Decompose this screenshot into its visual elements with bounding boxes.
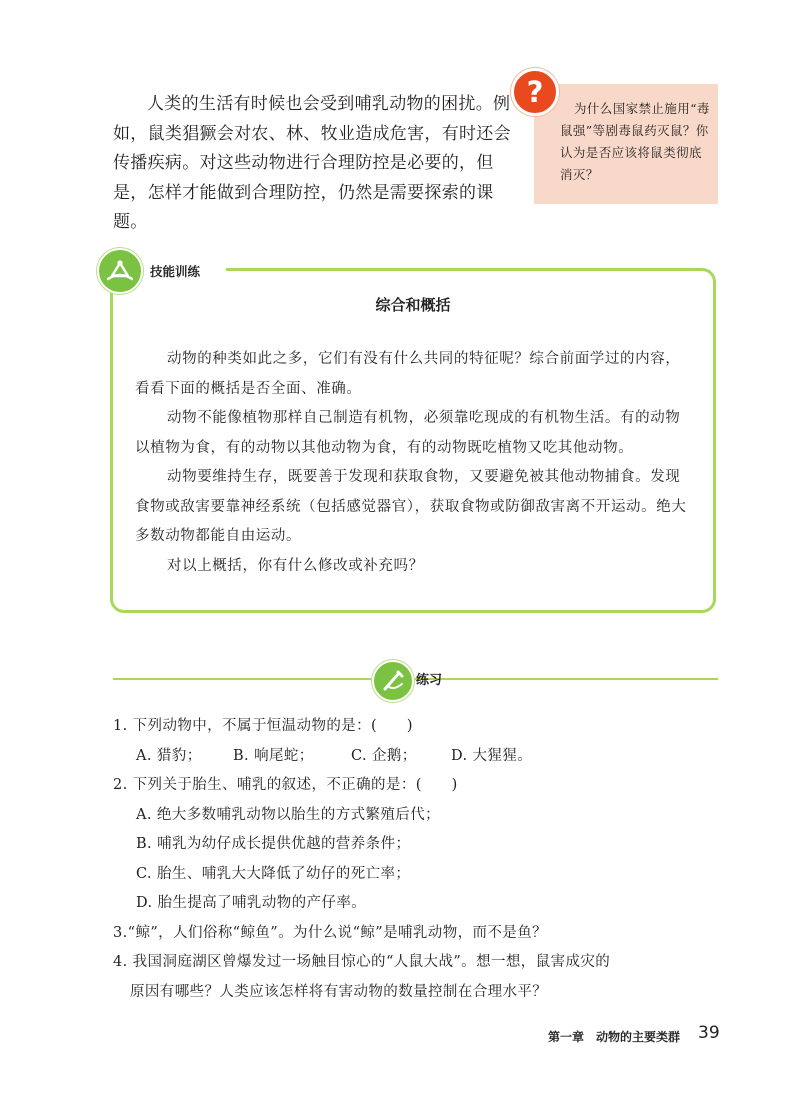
page-number: 39 <box>698 1023 720 1043</box>
exercise-divider-right <box>412 678 718 680</box>
skill-paragraph: 动物不能像植物那样自己制造有机物，必须靠吃现成的有机物生活。有的动物以植物为食，有的动物以其他动物为食，有的动物既吃植物又吃其他动物。 <box>135 410 681 456</box>
skill-training-body <box>135 345 695 581</box>
option-c: C. 企鹅； <box>351 747 417 764</box>
exercise-label: 练习 <box>416 673 443 688</box>
question-3: 3.“鲸”，人们俗称“鲸鱼”。为什么说“鲸”是哺乳动物，而不是鱼？ <box>113 924 548 941</box>
skill-paragraph: 动物的种类如此之多，它们有没有什么共同的特征呢？综合前面学过的内容，看看下面的概括是否全面、准确。 <box>135 351 681 397</box>
option-b: B. 哺乳为幼仔成长提供优越的营养条件； <box>136 836 411 852</box>
question-1-stem: 1. 下列动物中，不属于恒温动物的是：( ) <box>113 718 413 734</box>
skill-paragraph: 对以上概括，你有什么修改或补充吗？ <box>167 557 424 574</box>
question-mark-icon: ? <box>511 68 559 116</box>
question-1-options <box>113 742 723 772</box>
question-4-line-2: 原因有哪些？人类应该怎样将有害动物的数量控制在合理水平？ <box>130 983 548 1000</box>
option-c: C. 胎生、哺乳大大降低了幼仔的死亡率； <box>136 865 411 882</box>
question-4-line-1: 4. 我国洞庭湖区曾爆发过一场触目惊心的“人鼠大战”。想一想，鼠害成灾的 <box>113 954 611 970</box>
skill-training-icon <box>97 248 143 294</box>
skill-training-label: 技能训练 <box>146 262 204 280</box>
chapter-footer: 第一章 动物的主要类群 <box>548 1030 681 1044</box>
exercise-list <box>113 712 723 1007</box>
question-2-stem: 2. 下列关于胎生、哺乳的叙述，不正确的是：( ) <box>113 777 458 793</box>
exercise-icon <box>372 660 414 702</box>
skill-paragraph: 动物要维持生存，既要善于发现和获取食物，又要避免被其他动物捕食。发现食物或敌害要靠神经系统（包括感觉器官），获取食物或防御敌害离不开运动。绝大多数动物都能自由运动。 <box>135 469 687 544</box>
option-b: B. 响尾蛇； <box>233 747 314 764</box>
option-a: A. 绝大多数哺乳动物以胎生的方式繁殖后代； <box>136 806 440 823</box>
option-d: D. 胎生提高了哺乳动物的产仔率。 <box>136 895 367 911</box>
exercise-divider-left <box>113 678 371 680</box>
option-d: D. 大猩猩。 <box>451 747 533 764</box>
option-a: A. 猎豹； <box>136 747 202 764</box>
question-box-text: 为什么国家禁止施用“毒鼠强”等剧毒鼠药灭鼠？你认为是否应该将鼠类彻底消灭？ <box>560 101 710 182</box>
skill-training-heading: 综合和概括 <box>375 296 451 314</box>
exercise-glyph <box>374 662 412 700</box>
skill-training-glyph <box>99 250 141 292</box>
intro-paragraph: 人类的生活有时候也会受到哺乳动物的困扰。例如，鼠类猖獗会对农、林、牧业造成危害，有时还会传播疾病。对这些动物进行合理防控是必要的，但是，怎样才能做到合理防控，仍然是需要探索的课题。 <box>113 94 511 232</box>
